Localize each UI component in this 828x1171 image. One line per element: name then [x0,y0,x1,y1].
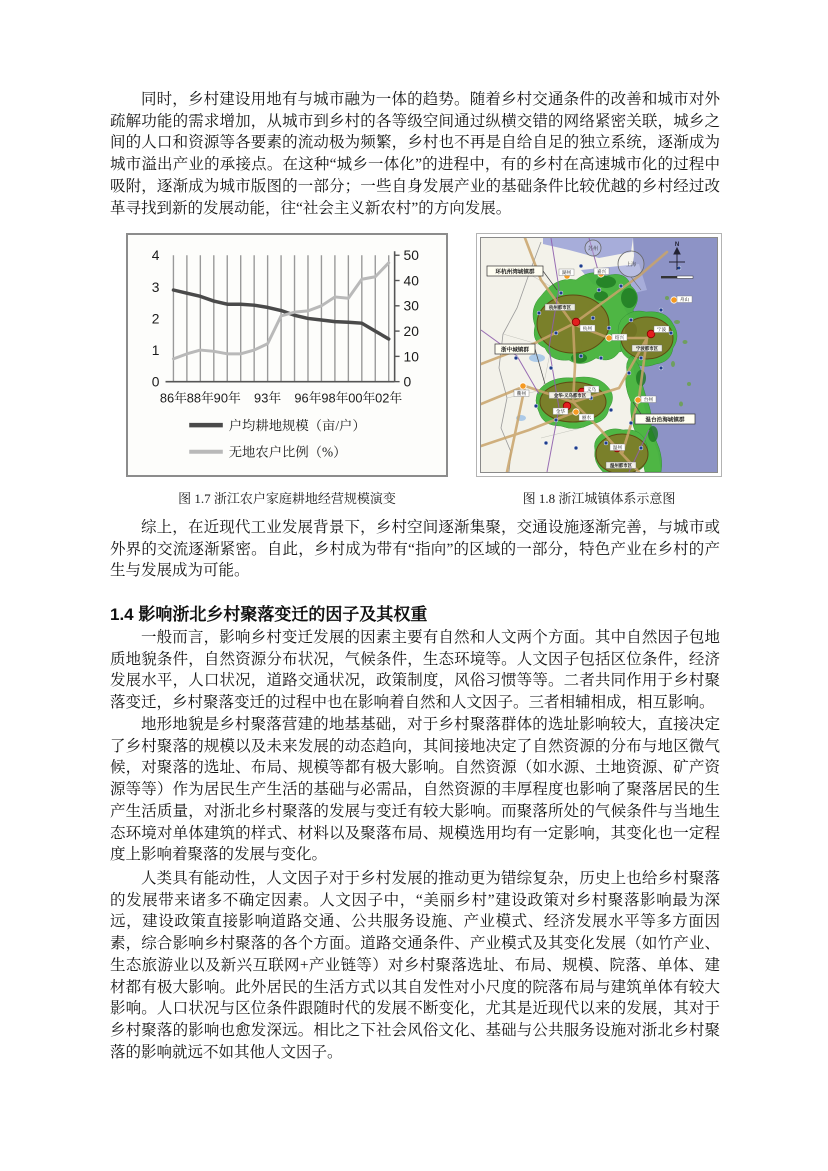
svg-text:0: 0 [151,373,160,390]
svg-text:舟山: 舟山 [679,297,690,302]
svg-text:30: 30 [403,297,419,314]
svg-text:40: 40 [403,272,419,289]
section-heading-1-4: 1.4 影响浙北乡村聚落变迁的因子及其权重 [110,605,428,624]
svg-text:金华-义乌都市区: 金华-义乌都市区 [553,393,587,398]
svg-text:无地农户比例（%）: 无地农户比例（%） [228,444,347,460]
svg-text:00年: 00年 [348,390,376,406]
svg-text:上海: 上海 [625,262,637,268]
svg-text:绍兴: 绍兴 [614,335,625,340]
svg-text:温州: 温州 [612,445,623,450]
svg-text:杭州: 杭州 [582,326,593,331]
svg-text:衢州: 衢州 [516,391,527,396]
svg-text:88年: 88年 [186,390,214,406]
svg-text:宁波都市区: 宁波都市区 [636,346,658,351]
farmland-scale-line-chart [128,235,446,473]
svg-text:温台沿海城镇群: 温台沿海城镇群 [645,417,685,424]
svg-text:浙中城镇群: 浙中城镇群 [501,347,529,354]
svg-text:户均耕地规模（亩/户）: 户均耕地规模（亩/户） [228,418,366,434]
svg-text:义乌: 义乌 [586,387,597,392]
svg-text:0: 0 [403,373,412,390]
svg-text:2: 2 [151,310,160,327]
svg-text:3: 3 [151,278,160,295]
svg-text:96年: 96年 [294,390,322,406]
figure-1-7-caption: 图 1.7 浙江农户家庭耕地经营规模演变 [178,491,396,506]
paragraph-summary: 综上，在近现代工业发展背景下，乡村空间逐渐集聚，交通设施逐渐完善，与城市或外界的交流逐渐紧密。自此，乡村成为带有“指向”的区域的一部分，特色产业在乡村的产生与发展成为可能。 [110,519,720,580]
figure-1-8-map [476,233,722,477]
zhejiang-urban-system-map [480,237,718,473]
svg-text:86年: 86年 [159,390,187,406]
paragraph-natural-factors: 地形地貌是乡村聚落营建的地基基础，对于乡村聚落群体的选址影响较大，直接决定了乡村聚落的规模以及未来发展的动态趋向，其间接地决定了自然资源的分布与地区微气候，对聚落的选址、布局、规模等都有极大影响。自然资源（如水源、土地资源、矿产资源等等）作为居民生产生活的基础与必需品，自然资源的丰厚程度也影响了聚落居民的生产生活质量，对浙北乡村聚落的发展与变迁有较大影响。而聚落所处的气候条件与当地生态环境对单体建筑的样式、材料以及聚落布局、规模选用均有一定影响，其变化也一定程度上影响着聚落的发展与变化。 [110,716,720,864]
svg-text:98年: 98年 [321,390,349,406]
svg-text:湖州: 湖州 [561,270,572,275]
figure-1-8-caption: 图 1.8 浙江城镇体系示意图 [522,491,676,506]
svg-text:台州: 台州 [643,397,654,402]
svg-text:1: 1 [151,341,160,358]
figure-1-7-chart [126,233,448,477]
svg-text:20: 20 [403,323,419,340]
svg-text:苏州: 苏州 [587,246,599,252]
paragraph-factors-overview: 一般而言，影响乡村变迁发展的因素主要有自然和人文两个方面。其中自然因子包地质地貌条件，自然资源分布状况，气候条件，生态环境等。人文因子包括区位条件，经济发展水平，人口状况，道路交通状况，政策制度，风俗习惯等等。二者共同作用于乡村聚落变迁，乡村聚落变迁的过程中也在影响着自然和人文因子。三者相辅相成，相互影响。 [110,629,720,712]
svg-text:10: 10 [403,348,419,365]
svg-text:93年: 93年 [254,390,282,406]
scale-bar [661,276,693,278]
svg-text:杭州都市区: 杭州都市区 [549,305,571,310]
svg-text:宁波: 宁波 [656,327,667,332]
compass-north-label: N [674,242,680,248]
svg-text:90年: 90年 [213,390,241,406]
svg-text:4: 4 [151,247,160,264]
paragraph-urban-rural-integration: 同时，乡村建设用地有与城市融为一体的趋势。随着乡村交通条件的改善和城市对外疏解功能的需求增加，从城市到乡村的各等级空间通过纵横交错的网络紧密关联，城乡之间的人口和资源等各要素的流动极为频繁，乡村也不再是自给自足的独立系统，逐渐成为城市溢出产业的承接点。在这种“城乡一体化”的进程中，有的乡村在高速城市化的过程中吸附，逐渐成为城市版图的一部分；一些自身发展产业的基础条件比较优越的乡村经过改革寻找到新的发展动能，往“社会主义新农村”的方向发展。 [110,91,720,217]
svg-text:金华: 金华 [555,409,566,414]
svg-text:温州都市区: 温州都市区 [610,463,632,468]
svg-text:环杭州湾城镇群: 环杭州湾城镇群 [495,269,535,276]
svg-text:嘉兴: 嘉兴 [596,269,607,274]
svg-text:50: 50 [403,247,419,264]
paragraph-human-factors: 人类具有能动性，人文因子对于乡村发展的推动更为错综复杂，历史上也给乡村聚落的发展带来诸多不确定因素。人文因子中，“美丽乡村”建设政策对乡村聚落影响最为深远，建设政策直接影响道路交通、公共服务设施、产业模式、经济发展水平等多方面因素，综合影响乡村聚落的各个方面。道路交通条件、产业模式及其变化发展（如竹产业、生态旅游业以及新兴互联网+产业链等）对乡村聚落选址、布局、规模、院落、单体、建材都有极大影响。此外居民的生活方式以其自发性对小尺度的院落布局与建筑单体有较大影响。人口状况与区位条件跟随时代的发展不断变化，尤其是近现代以来的发展，其对于乡村聚落的影响也愈发深远。相比之下社会风俗文化、基础与公共服务设施对浙北乡村聚落的影响就远不如其他人文因子。 [110,870,720,1061]
svg-text:丽水: 丽水 [581,415,592,420]
svg-text:02年: 02年 [375,390,403,406]
